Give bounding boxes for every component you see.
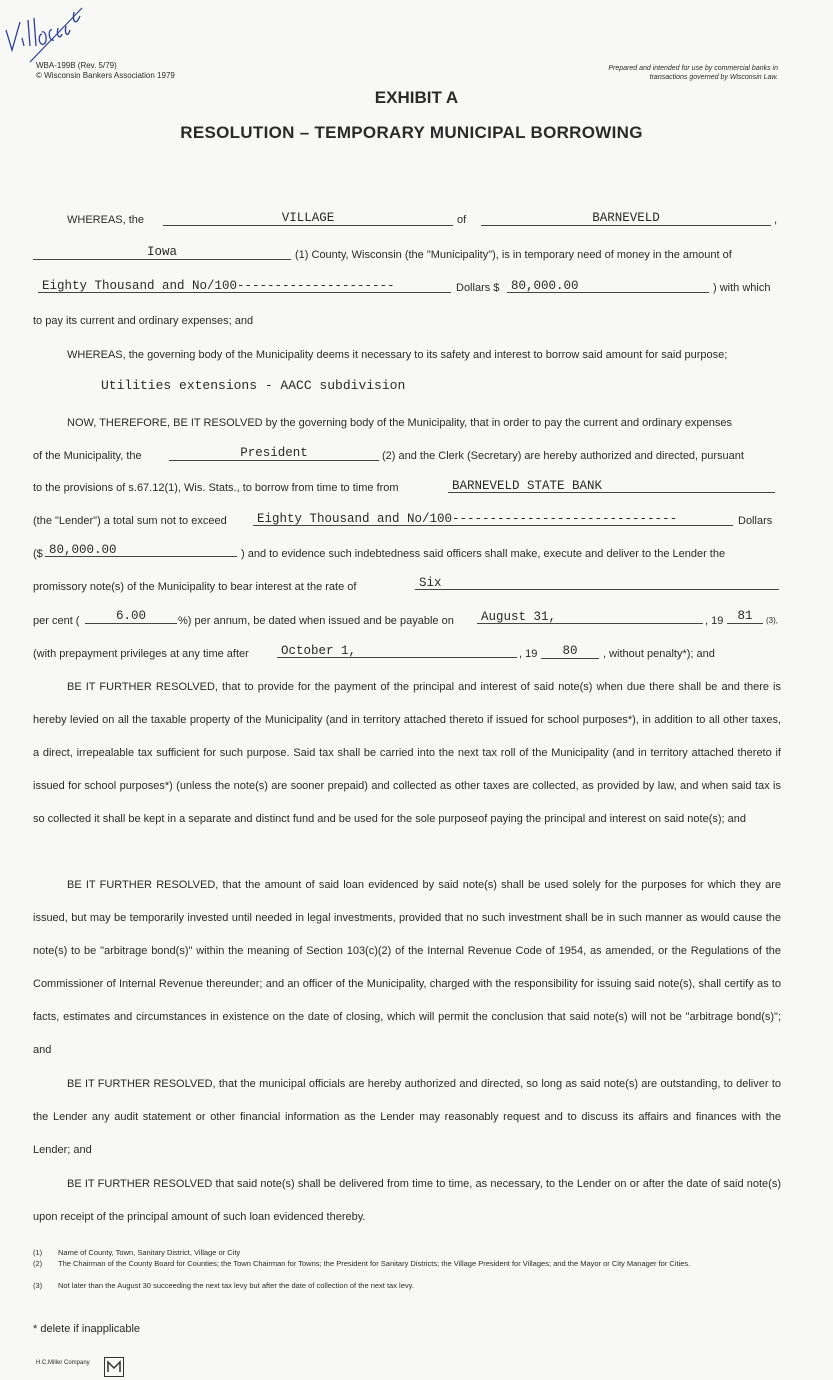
footnote-1: (1) Name of County, Town, Sanitary District, Village or City bbox=[33, 1248, 241, 1257]
purpose-field[interactable]: Utilities extensions - AACC subdivision bbox=[101, 378, 406, 393]
resolution-paragraph-2: BE IT FURTHER RESOLVED, that the amount of said loan evidenced by said note(s) shall be used solely for the purposes for which they are issued, but may be temporarily invested until needed in legal investments, provided that no such investment shall be in such manner as would cause the note(s) to be "arbitrage bond(s)" within the meaning of Section 103(c)(2) of the Internal Revenue Code of 1954, as amended, or the Regulations of the Commissioner of Internal Revenue thereunder; and an officer of the Municipality, charged with the responsibility for issuing said note(s), shall certify as to facts, estimates and circumstances in existence on the date of closing, which will permit the conclusion that said note(s) will not be "arbitrage bond(s)"; and bbox=[33, 879, 781, 1056]
max-number-field[interactable]: 80,000.00 bbox=[45, 543, 237, 557]
form-number: WBA-199B (Rev. 5/79) bbox=[36, 61, 117, 70]
document-title: RESOLUTION – TEMPORARY MUNICIPAL BORROWING bbox=[180, 123, 643, 142]
resolution-paragraph-1: BE IT FURTHER RESOLVED, that to provide for the payment of the principal and interest of said note(s) when due there shall be and there is hereby levied on all the taxable property of the Municipality (and in territory attached thereto if issued for school purposes*), in addition to all other taxes, a direct, irrepealable tax sufficient for such purpose. Said tax shall be carried into the next tax roll of the Municipality (and in territory attached thereto if issued for school purposes*) (unless the note(s) are sooner prepaid) and collected as other taxes are collected, as provided by law, and when said tax is so collected it shall be kept in a separate and distinct fund and be used for the sole purposeof paying the principal and interest on said note(s); and bbox=[33, 681, 781, 825]
max-words-field[interactable]: Eighty Thousand and No/100------------------------------ bbox=[253, 512, 733, 526]
rate-number-field[interactable]: 6.00 bbox=[85, 609, 177, 624]
now-therefore-line: NOW, THEREFORE, BE IT RESOLVED by the governing body of the Municipality, that in order to pay the current and ordinary expenses bbox=[67, 417, 733, 429]
printer-logo-icon bbox=[104, 1357, 124, 1377]
lender-field[interactable]: BARNEVELD STATE BANK bbox=[448, 479, 775, 493]
municipality-name-field[interactable]: BARNEVELD bbox=[481, 211, 771, 226]
county-field[interactable]: Iowa bbox=[33, 245, 291, 260]
resolution-paragraph-4: BE IT FURTHER RESOLVED that said note(s) shall be delivered from time to time, as necessary, to the Lender on or after the date of said note(s) upon receipt of the principal amount of such loan evidenced thereby. bbox=[33, 1178, 781, 1223]
rate-words-field[interactable]: Six bbox=[415, 576, 779, 590]
amount-words-field[interactable]: Eighty Thousand and No/100--------------------- bbox=[38, 279, 451, 293]
prepay-year-field[interactable]: 80 bbox=[541, 644, 599, 659]
prepay-date-field[interactable]: October 1, bbox=[277, 644, 517, 658]
whereas-line-2: WHEREAS, the governing body of the Municipality deems it necessary to its safety and interest to borrow said amount for said purpose; bbox=[67, 349, 728, 361]
handwritten-signature bbox=[0, 0, 100, 70]
resolution-paragraph-3: BE IT FURTHER RESOLVED, that the municipal officials are hereby authorized and directed, so long as said note(s) are outstanding, to deliver to the Lender any audit statement or other financial information as the Lender may reasonably request and to discuss its affairs and finances with the Lender; and bbox=[33, 1078, 781, 1156]
payable-year-field[interactable]: 81 bbox=[727, 609, 763, 624]
printer-name: H.C.Miller Company bbox=[36, 1360, 90, 1366]
amount-number-field[interactable]: 80,000.00 bbox=[507, 279, 709, 293]
prepared-note: Prepared and intended for use by commercial banks in transactions governed by Wisconsin Law. bbox=[608, 65, 778, 81]
municipality-type-field[interactable]: VILLAGE bbox=[163, 211, 453, 226]
to-pay-line: to pay its current and ordinary expenses; and bbox=[33, 315, 254, 327]
exhibit-heading: EXHIBIT A bbox=[374, 88, 459, 107]
officer-field[interactable]: President bbox=[169, 446, 379, 461]
delete-note: * delete if inapplicable bbox=[33, 1323, 141, 1335]
payable-date-field[interactable]: August 31, bbox=[477, 610, 703, 624]
copyright: © Wisconsin Bankers Association 1979 bbox=[36, 71, 175, 80]
footnote-3: (3) Not later than the August 30 succeeding the next tax levy but after the date of collection of the next tax levy. bbox=[33, 1281, 414, 1290]
footnote-2: (2) The Chairman of the County Board for Counties; the Town Chairman for Towns; the President for Sanitary Districts; the Village President for Villages; and the Mayor or City Manager for Cities. bbox=[33, 1259, 691, 1268]
form-identifier bbox=[36, 61, 175, 81]
